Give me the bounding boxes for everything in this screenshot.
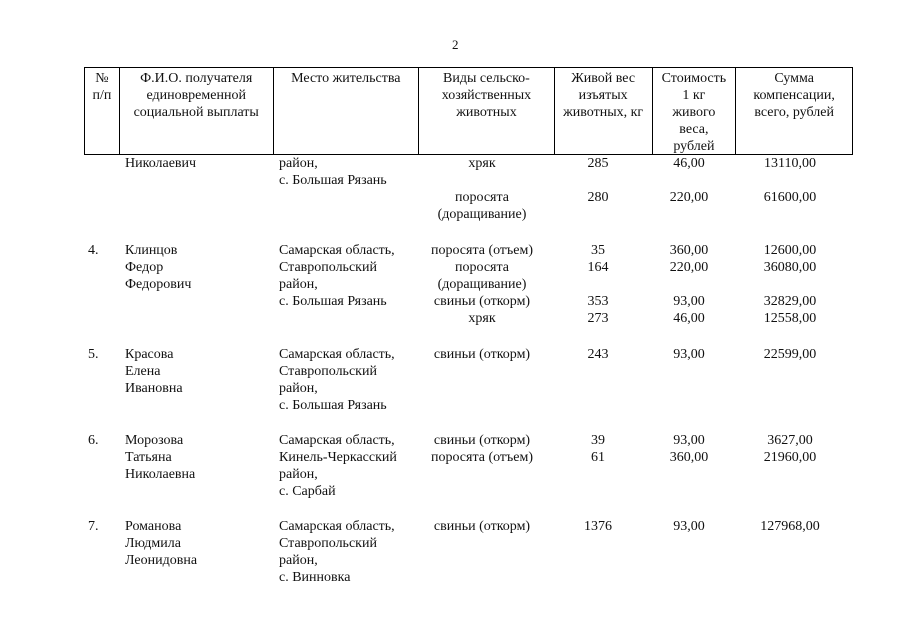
live-weight: 39 xyxy=(591,433,605,448)
animal-kind: поросята (доращивание) xyxy=(437,190,527,222)
animal-kind: поросята (отъем) xyxy=(430,243,534,258)
price-per-kg: 360,00 xyxy=(669,243,709,258)
compensation-sum: 22599,00 xyxy=(763,347,817,362)
live-weight: 280 xyxy=(587,190,609,205)
price-per-kg: 46,00 xyxy=(673,156,705,171)
residence: Самарская область, Кинель-Черкасский район, с. Сарбай xyxy=(279,433,397,499)
live-weight: 61 xyxy=(591,450,605,465)
price-per-kg: 93,00 xyxy=(673,433,705,448)
residence: Самарская область, Ставропольский район, с. Большая Рязань xyxy=(279,243,395,309)
price-per-kg: 46,00 xyxy=(673,311,705,326)
animal-kind: поросята (отъем) xyxy=(430,450,534,465)
live-weight: 243 xyxy=(587,347,609,362)
compensation-sum: 21960,00 xyxy=(763,450,817,465)
price-per-kg: 220,00 xyxy=(669,190,709,205)
header-cell-live-weight: Живой вес изъятых животных, кг xyxy=(555,68,653,154)
price-per-kg: 93,00 xyxy=(673,347,705,362)
animal-kind: свиньи (откорм) xyxy=(433,347,531,362)
row-number: 7. xyxy=(88,519,99,534)
recipient-name: Красова Елена Ивановна xyxy=(125,347,183,396)
compensation-sum: 12600,00 xyxy=(763,243,817,258)
live-weight: 35 xyxy=(591,243,605,258)
residence: район, с. Большая Рязань xyxy=(279,156,387,188)
header-cell-residence: Место жительства xyxy=(274,68,420,154)
animal-kind: хряк xyxy=(468,156,496,171)
residence: Самарская область, Ставропольский район, с. Винновка xyxy=(279,519,395,585)
row-number: 5. xyxy=(88,347,99,362)
animal-kind: поросята (доращивание) xyxy=(437,260,527,292)
compensation-sum: 3627,00 xyxy=(767,433,813,448)
live-weight: 353 xyxy=(587,294,609,309)
compensation-sum: 61600,00 xyxy=(763,190,817,205)
compensation-sum: 13110,00 xyxy=(764,156,816,171)
page-number: 2 xyxy=(452,37,459,52)
compensation-sum: 127968,00 xyxy=(760,519,820,534)
price-per-kg: 220,00 xyxy=(669,260,709,275)
price-per-kg: 93,00 xyxy=(673,519,705,534)
live-weight: 273 xyxy=(587,311,609,326)
compensation-sum: 36080,00 xyxy=(763,260,817,275)
residence: Самарская область, Ставропольский район, с. Большая Рязань xyxy=(279,347,395,413)
recipient-name: Морозова Татьяна Николаевна xyxy=(125,433,196,482)
animal-kind: свиньи (откорм) xyxy=(433,519,531,534)
live-weight: 285 xyxy=(587,156,609,171)
table-header xyxy=(84,67,853,155)
animal-kind: хряк xyxy=(468,311,496,326)
live-weight: 164 xyxy=(587,260,609,275)
row-number: 6. xyxy=(88,433,99,448)
header-cell-price-per-kg: Стоимость 1 кг живого веса, рублей xyxy=(653,68,737,154)
animal-kind: свиньи (откорм) xyxy=(433,433,531,448)
live-weight: 1376 xyxy=(584,519,612,534)
price-per-kg: 360,00 xyxy=(669,450,709,465)
recipient-name: Николаевич xyxy=(125,156,197,171)
animal-kind: свиньи (откорм) xyxy=(433,294,531,309)
header-cell-compensation-sum: Сумма компенсации, всего, рублей xyxy=(753,71,835,120)
price-per-kg: 93,00 xyxy=(673,294,705,309)
compensation-sum: 12558,00 xyxy=(763,311,817,326)
header-cell-number: № п/п xyxy=(85,68,120,154)
recipient-name: Романова Людмила Леонидовна xyxy=(125,519,198,568)
row-number: 4. xyxy=(88,243,99,258)
header-cell-animal-types: Виды сельско- хозяйственных животных xyxy=(419,68,555,154)
compensation-sum: 32829,00 xyxy=(763,294,817,309)
header-cell-recipient: Ф.И.О. получателя единовременной социальной выплаты xyxy=(120,68,274,154)
recipient-name: Клинцов Федор Федорович xyxy=(125,243,192,292)
